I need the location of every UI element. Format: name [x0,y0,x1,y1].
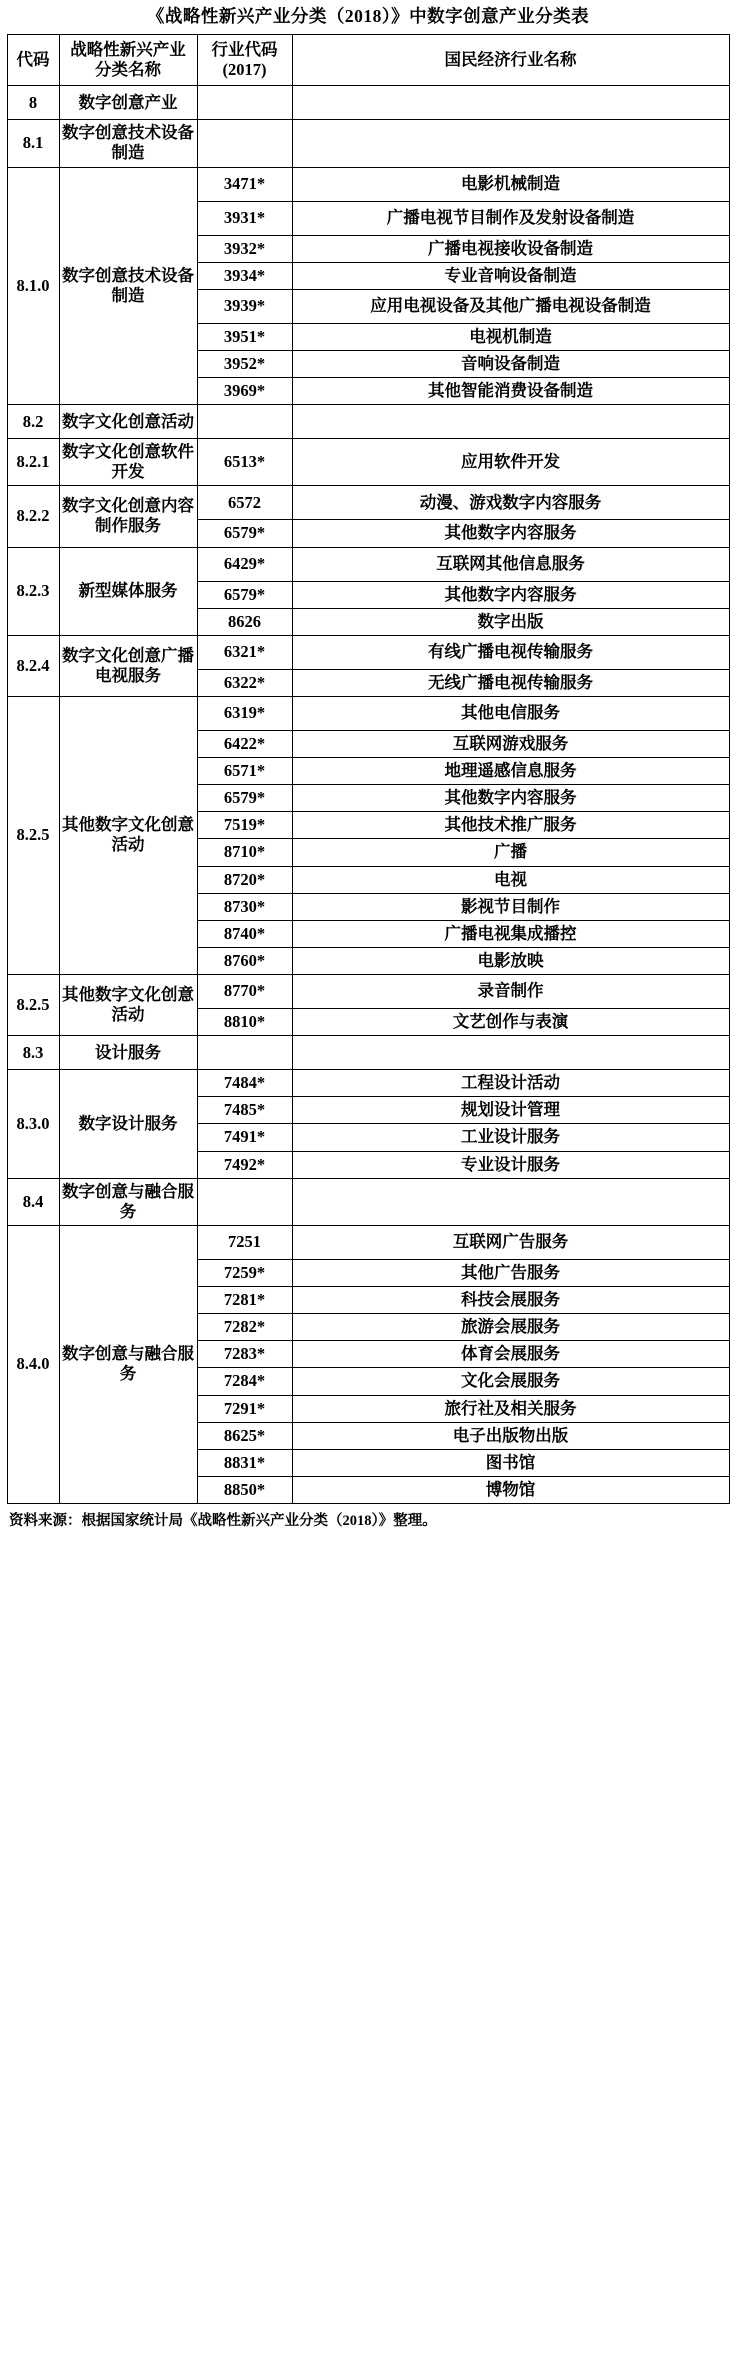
cell-industry-code: 3934* [197,262,292,289]
cell-national-industry-name: 工业设计服务 [292,1124,729,1151]
cell-industry-name: 数字创意技术设备制造 [59,167,197,405]
cell-industry-code: 3939* [197,289,292,323]
cell-national-industry-name [292,120,729,167]
cell-industry-code: 7485* [197,1097,292,1124]
cell-national-industry-name: 广播电视接收设备制造 [292,235,729,262]
cell-national-industry-name: 其他智能消费设备制造 [292,378,729,405]
cell-industry-code: 6513* [197,439,292,486]
cell-code: 8.2.4 [7,635,59,696]
cell-national-industry-name: 录音制作 [292,975,729,1009]
cell-national-industry-name: 无线广播电视传输服务 [292,669,729,696]
cell-code: 8.2.5 [7,975,59,1036]
cell-industry-code: 3969* [197,378,292,405]
cell-national-industry-name: 其他广告服务 [292,1259,729,1286]
cell-code: 8.1 [7,120,59,167]
cell-industry-code: 3932* [197,235,292,262]
cell-code: 8.1.0 [7,167,59,405]
classification-table [7,34,730,1504]
table-header [7,35,729,86]
table-body [7,86,729,1504]
column-header-industry-code-line2: (2017) [222,60,267,80]
cell-industry-code: 8831* [197,1449,292,1476]
cell-industry-code: 3951* [197,323,292,350]
cell-national-industry-name: 广播电视节目制作及发射设备制造 [292,201,729,235]
table-row [7,696,729,730]
cell-code: 8.4.0 [7,1225,59,1503]
cell-national-industry-name [292,405,729,439]
table-row [7,547,729,581]
cell-industry-code: 6579* [197,785,292,812]
cell-industry-code: 6571* [197,758,292,785]
cell-industry-name: 数字文化创意活动 [59,405,197,439]
cell-national-industry-name: 文化会展服务 [292,1368,729,1395]
table-row [7,120,729,167]
cell-national-industry-name: 电影放映 [292,947,729,974]
cell-industry-code: 7283* [197,1341,292,1368]
cell-code: 8.3 [7,1036,59,1070]
cell-industry-code: 8850* [197,1476,292,1503]
cell-national-industry-name: 旅游会展服务 [292,1314,729,1341]
cell-national-industry-name: 专业设计服务 [292,1151,729,1178]
cell-national-industry-name: 互联网其他信息服务 [292,547,729,581]
cell-industry-code: 6319* [197,696,292,730]
cell-industry-code [197,1036,292,1070]
cell-national-industry-name: 旅行社及相关服务 [292,1395,729,1422]
cell-industry-code: 8770* [197,975,292,1009]
cell-national-industry-name: 数字出版 [292,608,729,635]
table-row [7,167,729,201]
cell-industry-name: 数字文化创意内容制作服务 [59,486,197,547]
cell-national-industry-name: 科技会展服务 [292,1287,729,1314]
cell-industry-code [197,120,292,167]
cell-industry-code: 8730* [197,893,292,920]
cell-industry-code: 7491* [197,1124,292,1151]
cell-industry-code: 6429* [197,547,292,581]
cell-industry-name: 数字创意产业 [59,86,197,120]
cell-code: 8.2.2 [7,486,59,547]
cell-national-industry-name [292,1178,729,1225]
cell-national-industry-name: 其他数字内容服务 [292,785,729,812]
table-row [7,486,729,520]
cell-national-industry-name: 规划设计管理 [292,1097,729,1124]
column-header-industry-name: 战略性新兴产业分类名称 [59,35,197,86]
cell-industry-code: 6579* [197,520,292,547]
cell-industry-code: 8760* [197,947,292,974]
column-header-industry-code [197,35,292,86]
cell-national-industry-name: 电影机械制造 [292,167,729,201]
cell-industry-code: 8626 [197,608,292,635]
cell-industry-code: 6579* [197,581,292,608]
cell-national-industry-name: 其他电信服务 [292,696,729,730]
cell-code: 8.2.1 [7,439,59,486]
cell-industry-code: 8740* [197,920,292,947]
column-header-national-industry-name: 国民经济行业名称 [292,35,729,86]
cell-national-industry-name: 音响设备制造 [292,350,729,377]
cell-national-industry-name [292,1036,729,1070]
cell-national-industry-name: 工程设计活动 [292,1070,729,1097]
table-row [7,1036,729,1070]
cell-industry-code: 3931* [197,201,292,235]
cell-national-industry-name: 图书馆 [292,1449,729,1476]
cell-industry-code: 7282* [197,1314,292,1341]
cell-national-industry-name: 专业音响设备制造 [292,262,729,289]
cell-industry-code [197,86,292,120]
cell-national-industry-name: 其他数字内容服务 [292,581,729,608]
cell-industry-code: 8720* [197,866,292,893]
cell-national-industry-name: 应用软件开发 [292,439,729,486]
cell-national-industry-name: 广播 [292,839,729,866]
cell-national-industry-name: 影视节目制作 [292,893,729,920]
cell-industry-name: 数字创意技术设备制造 [59,120,197,167]
cell-code: 8.2.5 [7,696,59,974]
cell-code: 8.2.3 [7,547,59,635]
cell-national-industry-name: 广播电视集成播控 [292,920,729,947]
cell-industry-code: 7484* [197,1070,292,1097]
column-header-industry-code-line1: 行业代码 [211,40,278,59]
cell-industry-code: 7519* [197,812,292,839]
cell-industry-code [197,405,292,439]
page-title: 《战略性新兴产业分类（2018）》中数字创意产业分类表 [146,6,590,26]
cell-industry-code: 7281* [197,1287,292,1314]
cell-national-industry-name: 互联网游戏服务 [292,730,729,757]
cell-national-industry-name: 文艺创作与表演 [292,1009,729,1036]
cell-national-industry-name [292,86,729,120]
cell-industry-name: 数字文化创意广播电视服务 [59,635,197,696]
cell-industry-name: 设计服务 [59,1036,197,1070]
cell-national-industry-name: 电视 [292,866,729,893]
cell-industry-name: 数字创意与融合服务 [59,1225,197,1503]
cell-industry-code: 7284* [197,1368,292,1395]
cell-industry-code: 7251 [197,1225,292,1259]
column-header-code: 代码 [7,35,59,86]
cell-national-industry-name: 博物馆 [292,1476,729,1503]
table-row [7,1070,729,1097]
cell-industry-code: 6422* [197,730,292,757]
source-note: 资料来源：根据国家统计局《战略性新兴产业分类（2018）》整理。 [9,1513,437,1529]
cell-national-industry-name: 应用电视设备及其他广播电视设备制造 [292,289,729,323]
cell-industry-name: 数字创意与融合服务 [59,1178,197,1225]
cell-industry-code: 3952* [197,350,292,377]
cell-national-industry-name: 动漫、游戏数字内容服务 [292,486,729,520]
cell-industry-code: 6572 [197,486,292,520]
cell-industry-code: 7291* [197,1395,292,1422]
cell-industry-code: 8810* [197,1009,292,1036]
cell-industry-name: 数字文化创意软件开发 [59,439,197,486]
cell-national-industry-name: 其他技术推广服务 [292,812,729,839]
table-row [7,439,729,486]
cell-national-industry-name: 有线广播电视传输服务 [292,635,729,669]
cell-industry-name: 新型媒体服务 [59,547,197,635]
cell-industry-code: 8710* [197,839,292,866]
table-row [7,405,729,439]
table-row [7,975,729,1009]
cell-code: 8.3.0 [7,1070,59,1179]
table-row [7,86,729,120]
cell-national-industry-name: 地理遥感信息服务 [292,758,729,785]
cell-industry-code: 8625* [197,1422,292,1449]
table-header-row [7,35,729,86]
cell-code: 8.2 [7,405,59,439]
table-row [7,635,729,669]
table-row [7,1225,729,1259]
cell-industry-code: 3471* [197,167,292,201]
cell-industry-name: 其他数字文化创意活动 [59,696,197,974]
cell-industry-code [197,1178,292,1225]
cell-national-industry-name: 体育会展服务 [292,1341,729,1368]
cell-industry-code: 7492* [197,1151,292,1178]
cell-industry-name: 数字设计服务 [59,1070,197,1179]
cell-industry-code: 6322* [197,669,292,696]
cell-national-industry-name: 电子出版物出版 [292,1422,729,1449]
cell-national-industry-name: 互联网广告服务 [292,1225,729,1259]
cell-industry-code: 7259* [197,1259,292,1286]
cell-industry-code: 6321* [197,635,292,669]
cell-code: 8 [7,86,59,120]
cell-national-industry-name: 电视机制造 [292,323,729,350]
cell-industry-name: 其他数字文化创意活动 [59,975,197,1036]
table-row [7,1178,729,1225]
cell-code: 8.4 [7,1178,59,1225]
cell-national-industry-name: 其他数字内容服务 [292,520,729,547]
